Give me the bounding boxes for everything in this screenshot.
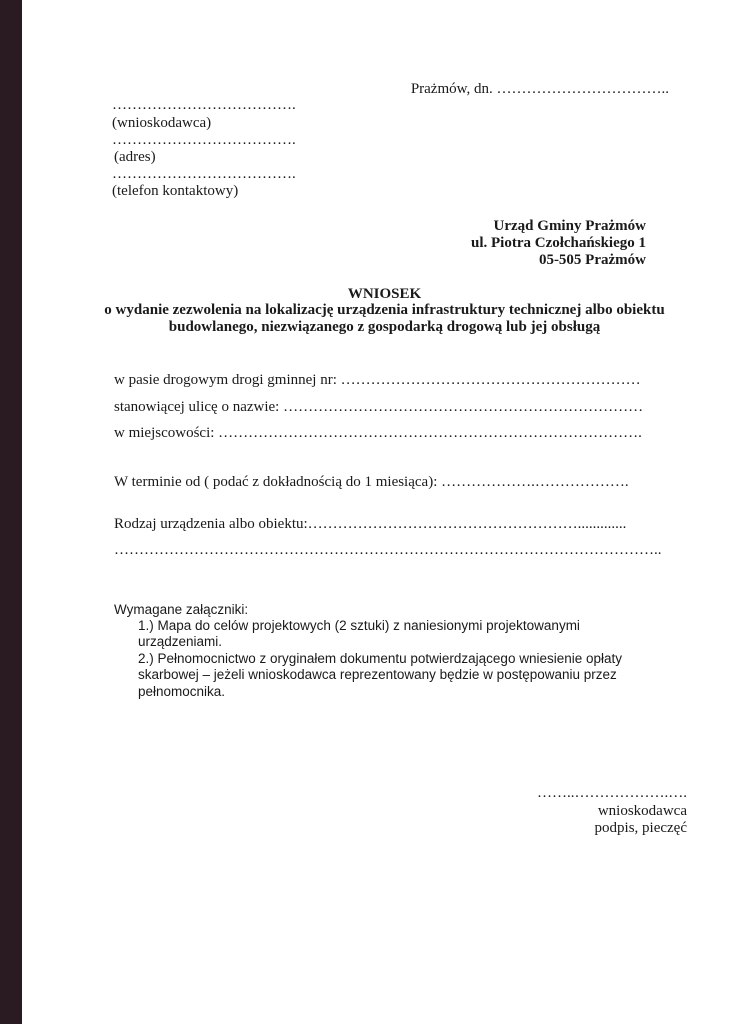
attachment-2-line1: 2.) Pełnomocnictwo z oryginałem dokumentu potwierdzającego wniesienie opłaty <box>138 651 623 666</box>
document-subtitle-line2: budowlanego, niezwiązanego z gospodarką drogową lub jej obsługą <box>168 319 601 335</box>
street-name-field[interactable]: stanowiącej ulicę o nazwie: ……………………………………………………………… <box>114 399 644 415</box>
document-page <box>22 0 747 1024</box>
applicant-label: (wnioskodawca) <box>112 115 212 131</box>
signature-label-applicant: wnioskodawca <box>597 803 687 819</box>
attachment-1-line1: 1.) Mapa do celów projektowych (2 sztuki) z naniesionymi projektowanymi <box>138 618 580 633</box>
applicant-name-field[interactable]: ………………………………. <box>112 97 296 113</box>
binding-edge <box>0 0 22 1024</box>
signature-field[interactable]: ……..……………….…. <box>537 785 687 801</box>
attachment-1-line2: urządzeniami. <box>138 634 223 649</box>
device-type-field[interactable]: Rodzaj urządzenia albo obiektu:………………………………………………............. <box>114 516 627 532</box>
recipient-office: Urząd Gminy Prażmów <box>493 218 646 234</box>
locality-field[interactable]: w miejscowości: …………………………………………………………………………. <box>114 425 642 441</box>
address-field[interactable]: ………………………………. <box>112 132 296 148</box>
attachments-heading: Wymagane załączniki: <box>114 602 249 617</box>
term-field[interactable]: W terminie od ( podać z dokładnością do 1 miesiąca): ……………….………………. <box>114 474 629 490</box>
road-number-field[interactable]: w pasie drogowym drogi gminnej nr: …………………………………………………… <box>114 372 641 388</box>
document-subtitle-line1: o wydanie zezwolenia na lokalizację urządzenia infrastruktury technicznej albo obiektu <box>104 302 665 318</box>
place-date-field[interactable]: Prażmów, dn. …………………………….. <box>410 81 669 97</box>
signature-label-stamp: podpis, pieczęć <box>594 820 687 836</box>
recipient-postcode: 05-505 Prażmów <box>538 252 646 268</box>
recipient-street: ul. Piotra Czołchańskiego 1 <box>471 235 646 251</box>
phone-label: (telefon kontaktowy) <box>112 183 239 199</box>
attachment-2-line3: pełnomocnika. <box>138 684 226 699</box>
phone-field[interactable]: ………………………………. <box>112 166 296 182</box>
device-type-continuation-field[interactable]: ……………………………………………………………………………………………….. <box>114 542 662 558</box>
document-title: WNIOSEK <box>347 286 422 302</box>
attachment-2-line2: skarbowej – jeżeli wnioskodawca reprezentowany będzie w postępowaniu przez <box>138 667 617 682</box>
address-label: (adres) <box>114 149 156 165</box>
